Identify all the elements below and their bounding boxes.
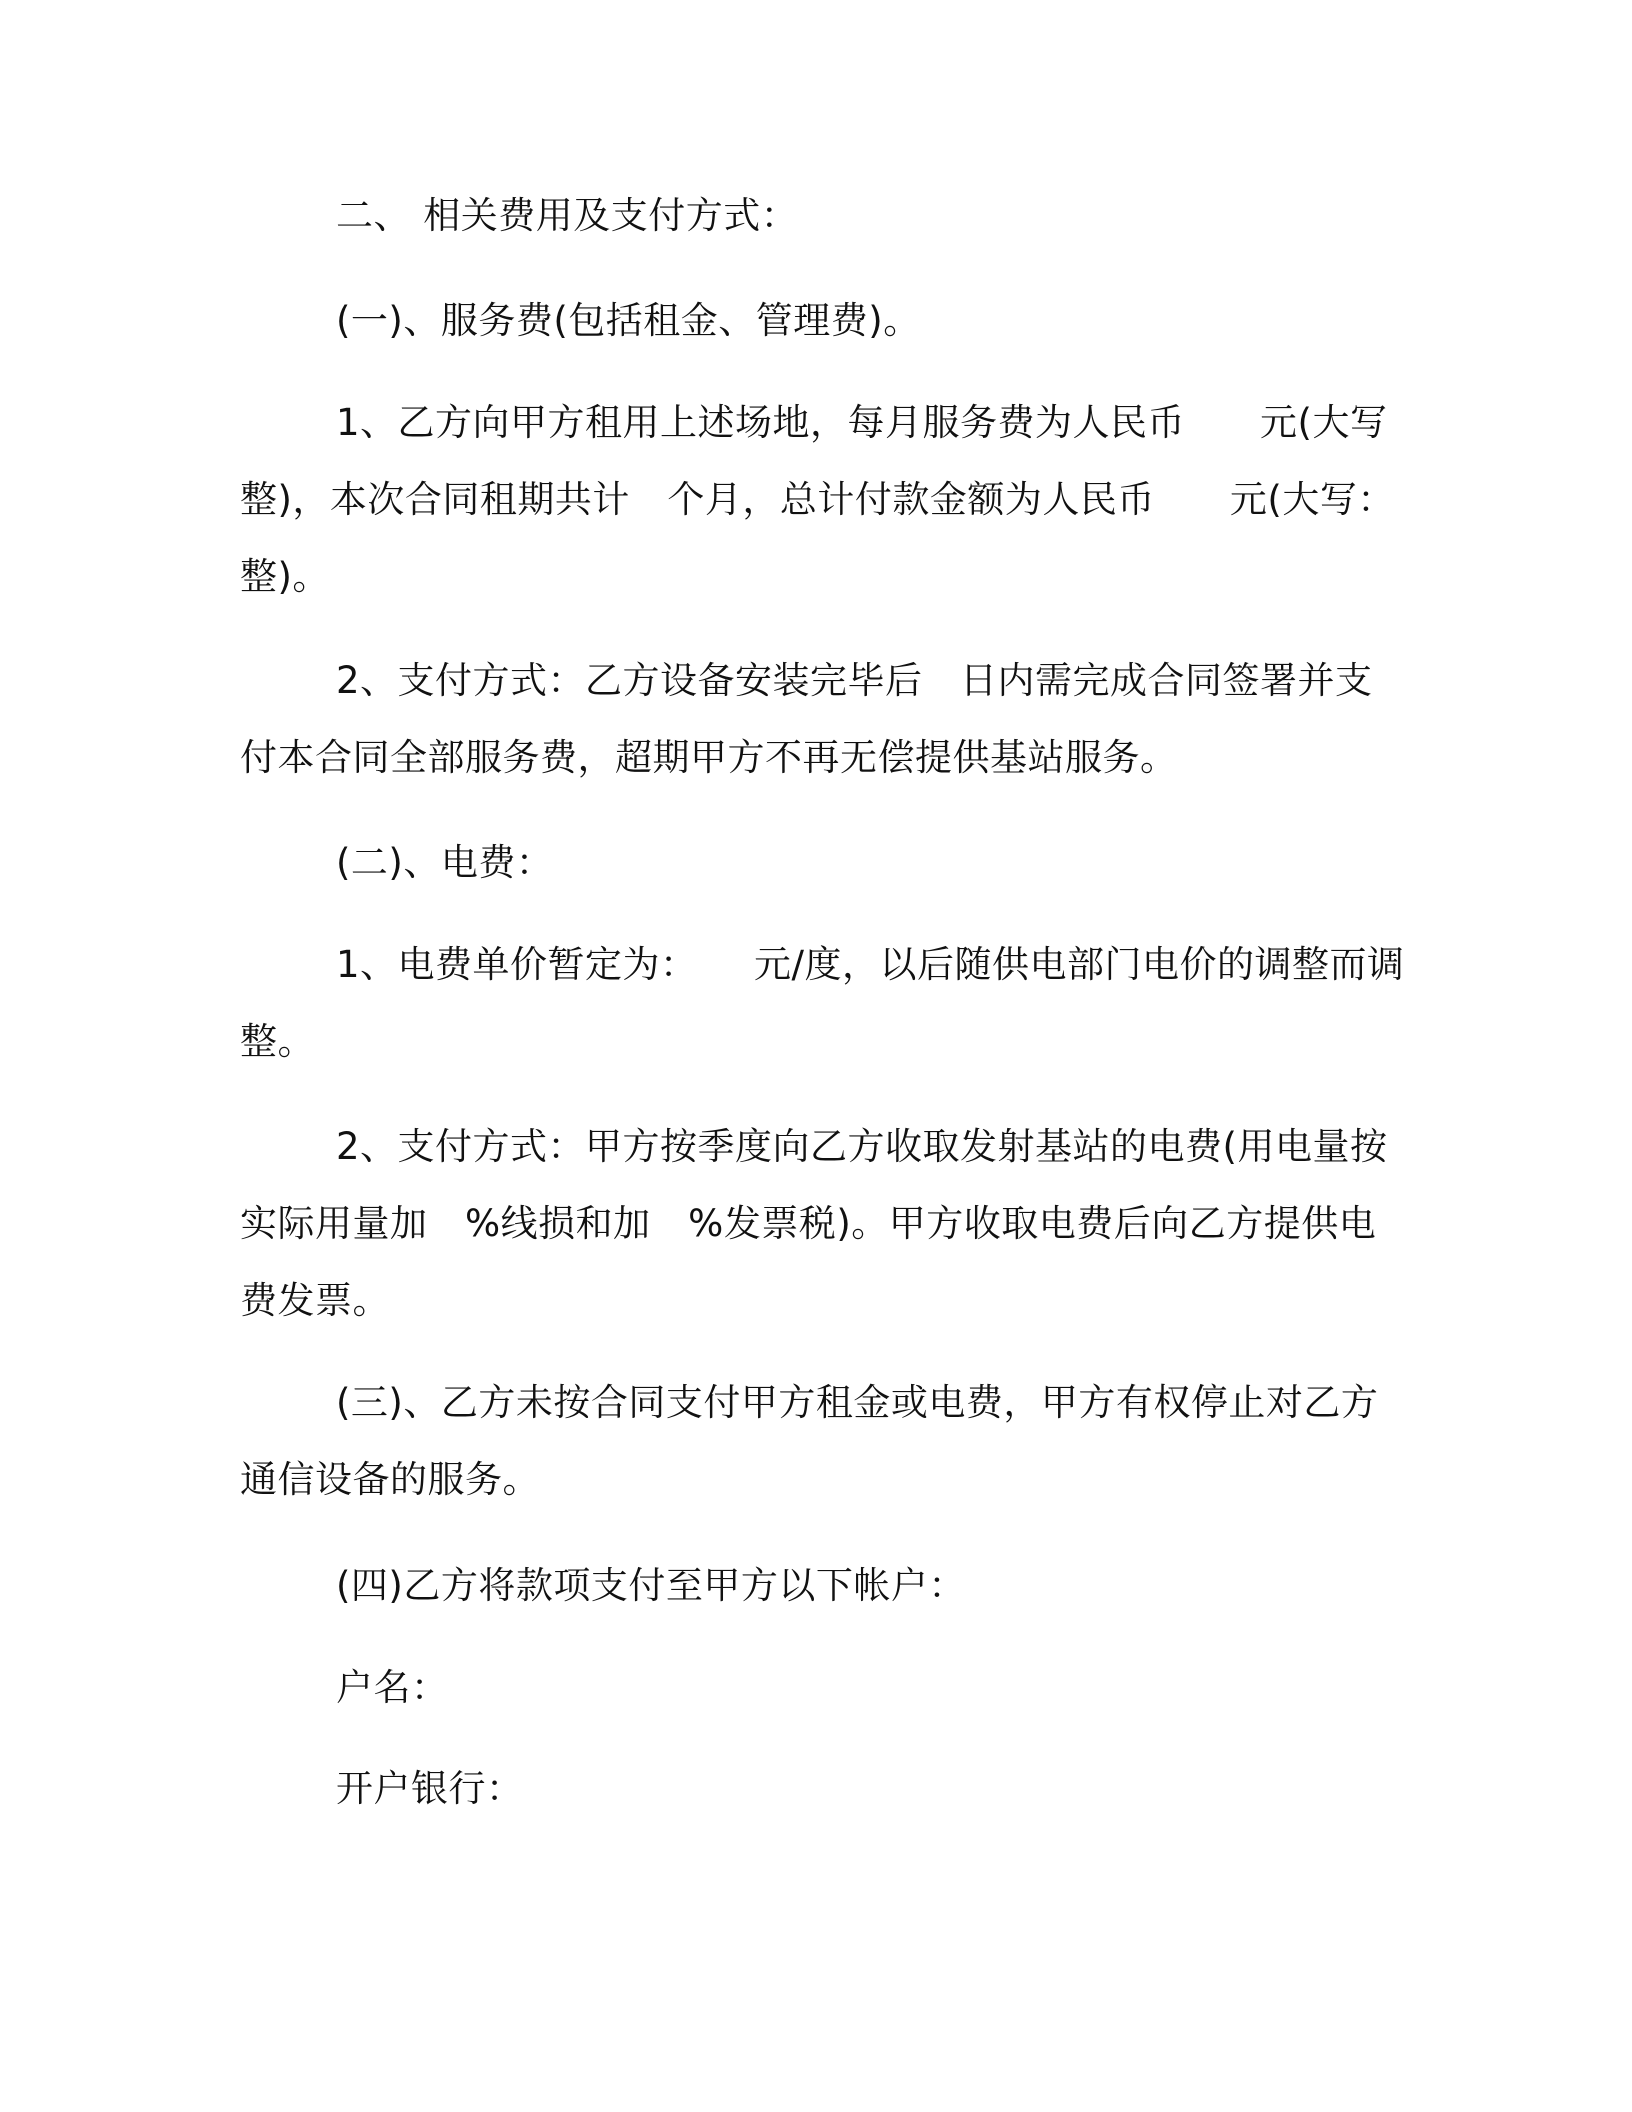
text-line: 2、支付方式：甲方按季度向乙方收取发射基站的电费(用电量按 — [336, 1125, 1388, 1168]
text-line: 二、 相关费用及支付方式： — [336, 194, 799, 237]
text-line: (四)乙方将款项支付至甲方以下帐户： — [336, 1564, 966, 1607]
paragraph — [240, 1364, 1390, 1518]
paragraph — [240, 926, 1405, 1080]
text-line: 开户银行： — [336, 1767, 524, 1810]
text-line: 1、乙方向甲方租用上述场地，每月服务费为人民币 元(大写 — [336, 401, 1388, 444]
text-line: 整)。 — [240, 555, 330, 598]
paragraph — [240, 384, 1395, 615]
text-line: 实际用量加 %线损和加 %发票税)。甲方收取电费后向乙方提供电 — [240, 1202, 1377, 1245]
paragraph — [240, 1108, 1390, 1339]
paragraph — [240, 1547, 1486, 1624]
text-line: (二)、电费： — [336, 841, 554, 884]
text-line: (三)、乙方未按合同支付甲方租金或电费，甲方有权停止对乙方 — [336, 1381, 1379, 1424]
section-heading — [240, 177, 1486, 254]
text-line: 整。 — [240, 1020, 315, 1063]
account-bank-label — [240, 1750, 1486, 1827]
text-line: 通信设备的服务。 — [240, 1458, 540, 1501]
subsection-heading — [240, 824, 1486, 901]
text-line: 户名： — [336, 1666, 449, 1709]
text-line: 整)，本次合同租期共计 个月，总计付款金额为人民币 元(大写： — [240, 478, 1395, 521]
subsection-heading — [240, 282, 1486, 359]
text-line: (一)、服务费(包括租金、管理费)。 — [336, 299, 921, 342]
text-line: 1、电费单价暂定为： 元/度，以后随供电部门电价的调整而调 — [336, 943, 1405, 986]
text-line: 2、支付方式：乙方设备安装完毕后 日内需完成合同签署并支 — [336, 659, 1373, 702]
text-line: 付本合同全部服务费，超期甲方不再无偿提供基站服务。 — [240, 736, 1178, 779]
paragraph — [240, 642, 1390, 796]
text-line: 费发票。 — [240, 1279, 390, 1322]
account-name-label — [240, 1649, 1486, 1726]
